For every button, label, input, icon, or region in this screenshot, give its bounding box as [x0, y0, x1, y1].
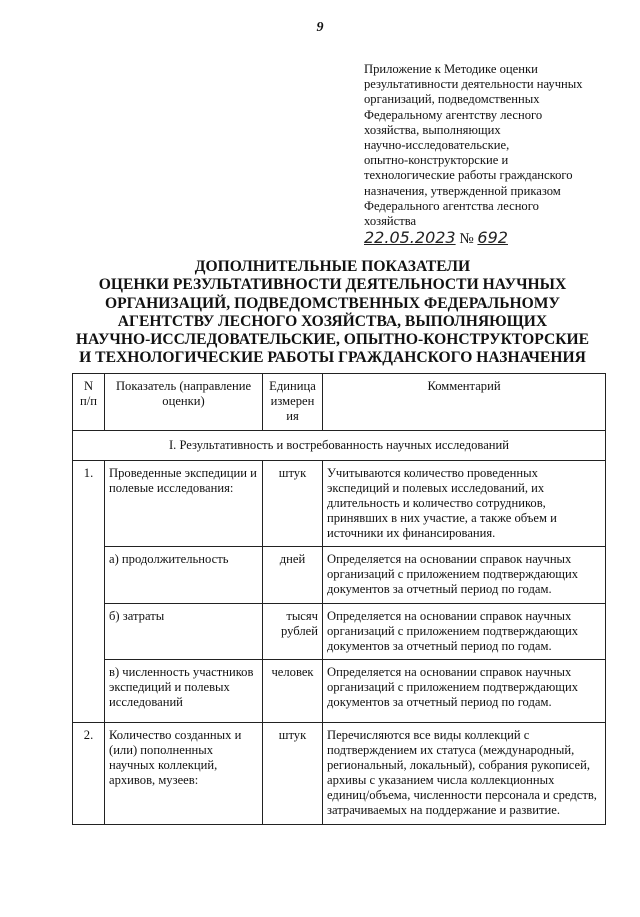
text-line: в) численность участников — [109, 665, 254, 679]
text-line: назначения, утвержденной приказом — [364, 183, 561, 198]
text-line: рублей — [281, 624, 318, 638]
text-line: организаций с приложением подтверждающих — [327, 624, 579, 638]
text-line: организаций, подведомственных — [364, 92, 540, 107]
table-row — [73, 723, 606, 825]
text-line: исследований — [109, 695, 183, 709]
header-unit — [263, 374, 323, 431]
table-row — [73, 660, 606, 723]
row-number — [73, 604, 105, 660]
text-line: результативности деятельности научных — [364, 77, 583, 92]
row-number: 1. — [73, 461, 105, 547]
text-line: б) затраты — [109, 609, 165, 623]
text-line: дней — [279, 552, 306, 566]
appendix-note — [364, 62, 583, 229]
order-date: 22.05.2023 — [364, 228, 456, 247]
unit-cell — [263, 660, 323, 723]
text-line: единиц/объема, численности персонала и средств, — [327, 788, 597, 802]
text-line: региональный, локальный), собрания рукописей, — [327, 758, 590, 772]
text-line: Определяется на основании справок научных — [327, 609, 572, 623]
text-line: организаций с приложением подтверждающих — [327, 567, 579, 581]
text-line: источники их финансирования. — [327, 526, 496, 540]
text-line: (или) пополненных — [109, 743, 214, 757]
table-row — [73, 604, 606, 660]
text-line: АГЕНТСТВУ ЛЕСНОГО ХОЗЯЙСТВА, ВЫПОЛНЯЮЩИХ — [117, 312, 548, 330]
text-line: тысяч — [286, 609, 318, 623]
text-line: Определяется на основании справок научных — [327, 552, 572, 566]
text-line: полевые исследования: — [109, 481, 234, 495]
text-line: ия — [286, 409, 299, 423]
text-line: документов за отчетный период по годам. — [327, 695, 552, 709]
text-line: принявших в них участие, а также объем и — [327, 511, 557, 525]
row-number — [73, 660, 105, 723]
text-line: человек — [271, 665, 314, 679]
text-line: Определяется на основании справок научных — [327, 665, 572, 679]
table-row — [73, 461, 606, 547]
text-line: Комментарий — [427, 379, 501, 393]
text-line: научно-исследовательские, — [364, 138, 510, 153]
text-line: экспедиций и полевых — [109, 680, 230, 694]
indicator-cell — [105, 604, 263, 660]
number-label: № — [459, 231, 474, 247]
indicator-cell — [105, 723, 263, 825]
indicator-cell — [105, 660, 263, 723]
text-line: Федеральному агентству лесного — [364, 107, 543, 122]
text-line: Единица — [269, 379, 316, 393]
text-line: документов за отчетный период по годам. — [327, 582, 552, 596]
text-line: архивы с указанием числа коллекционных — [327, 773, 555, 787]
row-number: 2. — [73, 723, 105, 825]
comment-cell — [323, 604, 606, 660]
text-line: длительность и количество сотрудников, — [327, 496, 546, 510]
text-line: ДОПОЛНИТЕЛЬНЫЕ ПОКАЗАТЕЛИ — [194, 258, 471, 275]
unit-cell — [263, 723, 323, 825]
row-number — [73, 547, 105, 604]
text-line: оценки) — [162, 394, 205, 408]
text-line: Федерального агентства лесного — [364, 198, 539, 213]
text-line: документов за отчетный период по годам. — [327, 639, 552, 653]
text-line: НАУЧНО-ИССЛЕДОВАТЕЛЬСКИЕ, ОПЫТНО-КОНСТРУКТОРСКИЕ — [75, 331, 590, 349]
text-line: измерен — [270, 394, 315, 408]
text-line: п/п — [80, 394, 97, 408]
comment-cell — [323, 660, 606, 723]
header-comment — [323, 374, 606, 431]
unit-cell — [263, 547, 323, 604]
comment-cell — [323, 723, 606, 825]
text-line: технологические работы гражданского — [364, 168, 573, 183]
unit-cell — [263, 461, 323, 547]
header-row — [73, 374, 606, 431]
text-line: Показатель (направление — [115, 379, 252, 393]
text-line: затрачиваемых на поддержание и развитие. — [327, 803, 560, 817]
header-num — [73, 374, 105, 431]
document-title — [60, 258, 605, 368]
text-line: ОРГАНИЗАЦИЙ, ПОДВЕДОМСТВЕННЫХ ФЕДЕРАЛЬНОМУ — [105, 294, 560, 312]
comment-cell — [323, 461, 606, 547]
text-line: архивов, музеев: — [109, 773, 199, 787]
text-line: научных коллекций, — [109, 758, 218, 772]
table-row — [73, 547, 606, 604]
indicator-cell — [105, 547, 263, 604]
comment-cell — [323, 547, 606, 604]
text-line: а) продолжительность — [109, 552, 229, 566]
text-line: Приложение к Методике оценки — [364, 62, 538, 76]
indicator-cell — [105, 461, 263, 547]
text-line: хозяйства, выполняющих — [364, 122, 501, 137]
order-number: 692 — [477, 228, 508, 247]
unit-cell — [263, 604, 323, 660]
text-line: Проведенные экспедиции и — [109, 466, 257, 480]
text-line: хозяйства — [364, 214, 417, 229]
section-title: I. Результативность и востребованность научных исследований — [73, 431, 606, 461]
text-line: И ТЕХНОЛОГИЧЕСКИЕ РАБОТЫ ГРАЖДАНСКОГО НАЗНАЧЕНИЯ — [79, 349, 586, 367]
text-line: Количество созданных и — [109, 728, 242, 742]
text-line: штук — [278, 466, 307, 480]
text-line: ОЦЕНКИ РЕЗУЛЬТАТИВНОСТИ ДЕЯТЕЛЬНОСТИ НАУЧНЫХ — [98, 276, 567, 294]
text-line: опытно-конструкторские и — [364, 153, 509, 168]
indicators-table — [72, 373, 606, 825]
section-row — [73, 431, 606, 461]
header-indicator — [105, 374, 263, 431]
text-line: N — [83, 379, 94, 393]
text-line: штук — [278, 728, 307, 742]
text-line: Учитываются количество проведенных — [327, 466, 538, 480]
text-line: организаций с приложением подтверждающих — [327, 680, 579, 694]
text-line: подтверждением их статуса (международный, — [327, 743, 575, 757]
text-line: экспедиций и полевых исследований, их — [327, 481, 545, 495]
order-reference — [364, 228, 508, 248]
text-line: Перечисляются все виды коллекций с — [327, 728, 530, 742]
page-number: 9 — [316, 20, 324, 35]
